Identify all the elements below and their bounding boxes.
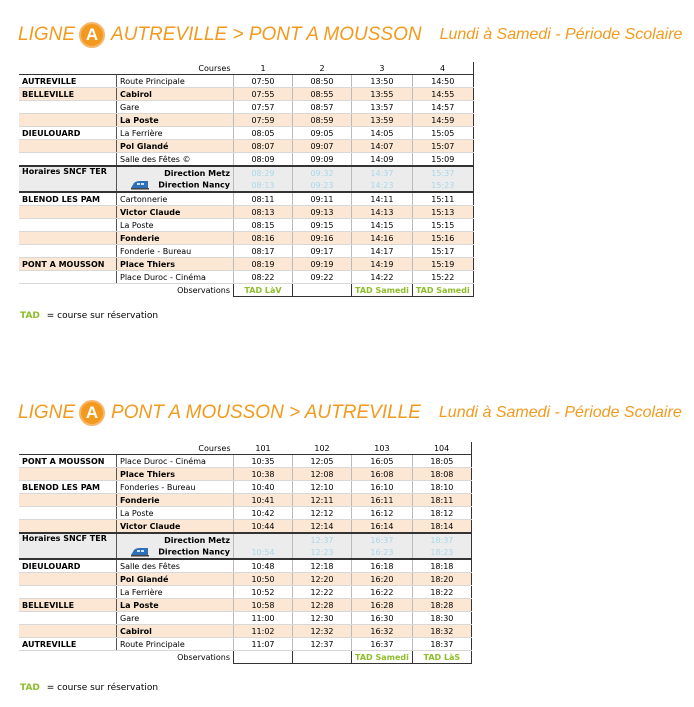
departure-time: 15:19 — [412, 258, 473, 271]
course-number: 102 — [293, 442, 352, 455]
direction-metz-label: Direction Metz — [164, 168, 230, 178]
departure-time: 18:30 — [412, 612, 471, 625]
departure-time: 10:52 — [234, 586, 293, 599]
sncf-time-metz: 14:37 — [352, 166, 413, 179]
departure-time: 12:20 — [293, 573, 352, 586]
train-icon — [130, 180, 150, 190]
stop-name: Place Thiers — [117, 468, 234, 481]
sncf-label: Horaires SNCF TER — [19, 166, 117, 192]
departure-time: 15:15 — [412, 219, 473, 232]
line-badge-icon: A — [79, 400, 105, 426]
departure-time: 12:22 — [293, 586, 352, 599]
departure-time: 14:50 — [412, 75, 473, 88]
town-name — [19, 271, 117, 284]
route-title: AUTREVILLE > PONT A MOUSSON — [111, 24, 422, 45]
departure-time: 10:40 — [234, 481, 293, 494]
departure-time: 14:13 — [352, 206, 413, 219]
table-row — [19, 219, 473, 232]
departure-time: 14:19 — [352, 258, 413, 271]
town-name — [19, 520, 117, 534]
sncf-row-metz — [19, 533, 471, 546]
departure-time: 07:55 — [234, 88, 293, 101]
departure-time: 08:22 — [234, 271, 293, 284]
route-title: PONT A MOUSSON > AUTREVILLE — [111, 402, 421, 423]
stop-name: Fonderie — [117, 232, 234, 245]
course-number: 104 — [412, 442, 471, 455]
line-label: LIGNE — [18, 24, 76, 45]
timetable-1-title — [18, 22, 682, 48]
departure-time: 09:22 — [293, 271, 352, 284]
departure-time: 12:37 — [293, 638, 352, 651]
departure-time: 18:22 — [412, 586, 471, 599]
legend-key: TAD — [20, 683, 40, 693]
course-number: 2 — [293, 62, 352, 75]
observations-row — [19, 284, 473, 297]
departure-time: 16:12 — [352, 507, 413, 520]
departure-time: 16:08 — [352, 468, 413, 481]
departure-time: 13:57 — [352, 101, 413, 114]
timetable-2 — [19, 442, 472, 664]
town-name — [19, 101, 117, 114]
departure-time: 09:07 — [293, 140, 352, 153]
departure-time: 12:08 — [293, 468, 352, 481]
departure-time: 08:07 — [234, 140, 293, 153]
course-number: 4 — [412, 62, 473, 75]
courses-label: Courses — [117, 442, 234, 455]
departure-time: 16:30 — [352, 612, 413, 625]
table-row — [19, 192, 473, 206]
sncf-time-metz: 09:32 — [293, 166, 352, 179]
table-row — [19, 494, 471, 507]
table-row — [19, 206, 473, 219]
departure-time: 12:30 — [293, 612, 352, 625]
departure-time: 11:00 — [234, 612, 293, 625]
observation-cell: TAD Samedi — [352, 284, 413, 297]
sncf-row-metz — [19, 166, 473, 179]
departure-time: 10:50 — [234, 573, 293, 586]
table-row — [19, 507, 471, 520]
stop-name: La Poste — [117, 599, 234, 612]
observation-cell: TAD LàS — [412, 651, 471, 664]
table-row — [19, 88, 473, 101]
observation-cell — [293, 284, 352, 297]
departure-time: 08:19 — [234, 258, 293, 271]
direction-nancy-label: Direction Nancy — [158, 180, 230, 190]
departure-time: 10:41 — [234, 494, 293, 507]
stop-name: Route Principale — [117, 75, 234, 88]
departure-time: 09:19 — [293, 258, 352, 271]
observations-row — [19, 651, 471, 664]
departure-time: 10:38 — [234, 468, 293, 481]
town-name: DIEULOUARD — [19, 127, 117, 140]
departure-time: 14:07 — [352, 140, 413, 153]
departure-time: 15:09 — [412, 153, 473, 167]
departure-time: 15:16 — [412, 232, 473, 245]
departure-time: 15:22 — [412, 271, 473, 284]
departure-time: 18:08 — [412, 468, 471, 481]
observations-label: Observations — [117, 284, 234, 297]
stop-name: Place Duroc - Cinéma — [117, 455, 234, 468]
table-row — [19, 101, 473, 114]
town-name — [19, 494, 117, 507]
stop-name: La Ferrière — [117, 586, 234, 599]
table-row — [19, 559, 471, 573]
departure-time: 09:15 — [293, 219, 352, 232]
direction-nancy — [117, 546, 234, 559]
town-name — [19, 468, 117, 481]
town-name: BLENOD LES PAM — [19, 192, 117, 206]
town-name — [19, 507, 117, 520]
table-row — [19, 612, 471, 625]
line-label: LIGNE — [18, 402, 76, 423]
departure-time: 10:58 — [234, 599, 293, 612]
stop-name: Pol Glandé — [117, 573, 234, 586]
departure-time: 14:55 — [412, 88, 473, 101]
table-row — [19, 481, 471, 494]
stop-name: Cabirol — [117, 625, 234, 638]
stop-name: Fonderies - Bureau — [117, 481, 234, 494]
departure-time: 13:55 — [352, 88, 413, 101]
legend-text: = course sur réservation — [46, 311, 159, 321]
departure-time: 16:14 — [352, 520, 413, 534]
departure-time: 14:16 — [352, 232, 413, 245]
town-name: BELLEVILLE — [19, 88, 117, 101]
stop-name: Place Thiers — [117, 258, 234, 271]
departure-time: 08:13 — [234, 206, 293, 219]
courses-header-row — [19, 442, 471, 455]
departure-time: 09:16 — [293, 232, 352, 245]
courses-header-row — [19, 62, 473, 75]
departure-time: 08:55 — [293, 88, 352, 101]
line-badge-icon: A — [79, 22, 105, 48]
departure-time: 07:50 — [234, 75, 293, 88]
stop-name: Pol Glandé — [117, 140, 234, 153]
course-number: 103 — [352, 442, 413, 455]
stop-name: Gare — [117, 612, 234, 625]
sncf-time-metz: 15:37 — [412, 166, 473, 179]
departure-time: 09:13 — [293, 206, 352, 219]
departure-time: 15:13 — [412, 206, 473, 219]
stop-name: La Ferrière — [117, 127, 234, 140]
departure-time: 12:14 — [293, 520, 352, 534]
departure-time: 16:20 — [352, 573, 413, 586]
stop-name: La Poste — [117, 219, 234, 232]
town-name: BELLEVILLE — [19, 599, 117, 612]
sncf-time-nancy: 14:23 — [352, 179, 413, 192]
stop-name: La Poste — [117, 507, 234, 520]
sncf-time-nancy: 12:23 — [293, 546, 352, 559]
departure-time: 18:20 — [412, 573, 471, 586]
departure-time: 18:12 — [412, 507, 471, 520]
stop-name: Victor Claude — [117, 520, 234, 534]
departure-time: 15:11 — [412, 192, 473, 206]
departure-time: 12:32 — [293, 625, 352, 638]
timetable-2-title — [18, 400, 682, 426]
table-row — [19, 586, 471, 599]
departure-time: 18:28 — [412, 599, 471, 612]
table-row — [19, 468, 471, 481]
table-row — [19, 153, 473, 167]
train-icon — [130, 547, 150, 557]
timetable-1-legend — [20, 311, 158, 321]
stop-name: Cabirol — [117, 88, 234, 101]
departure-time: 15:07 — [412, 140, 473, 153]
sncf-time-nancy: 10:54 — [234, 546, 293, 559]
direction-nancy — [117, 179, 234, 192]
stop-name: Salle des Fêtes © — [117, 153, 234, 167]
town-name — [19, 114, 117, 127]
town-name: AUTREVILLE — [19, 638, 117, 651]
town-name: PONT A MOUSSON — [19, 455, 117, 468]
town-name — [19, 573, 117, 586]
departure-time: 07:59 — [234, 114, 293, 127]
departure-time: 14:22 — [352, 271, 413, 284]
departure-time: 16:37 — [352, 638, 413, 651]
sncf-time-metz — [234, 533, 293, 546]
town-name — [19, 219, 117, 232]
period-label: Lundi à Samedi - Période Scolaire — [439, 26, 683, 43]
departure-time: 14:59 — [412, 114, 473, 127]
departure-time: 15:17 — [412, 245, 473, 258]
sncf-time-nancy: 15:23 — [412, 179, 473, 192]
sncf-label: Horaires SNCF TER — [19, 533, 117, 559]
departure-time: 16:18 — [352, 559, 413, 573]
header-blank — [19, 62, 117, 75]
departure-time: 12:11 — [293, 494, 352, 507]
departure-time: 14:15 — [352, 219, 413, 232]
departure-time: 18:37 — [412, 638, 471, 651]
town-name: PONT A MOUSSON — [19, 258, 117, 271]
departure-time: 09:09 — [293, 153, 352, 167]
header-blank — [19, 442, 117, 455]
departure-time: 08:11 — [234, 192, 293, 206]
observation-cell: TAD Samedi — [352, 651, 413, 664]
departure-time: 08:09 — [234, 153, 293, 167]
departure-time: 18:11 — [412, 494, 471, 507]
table-row — [19, 245, 473, 258]
town-name: DIEULOUARD — [19, 559, 117, 573]
observations-blank — [19, 284, 117, 297]
observation-cell — [234, 651, 293, 664]
table-row — [19, 258, 473, 271]
departure-time: 16:05 — [352, 455, 413, 468]
courses-label: Courses — [117, 62, 234, 75]
departure-time: 16:11 — [352, 494, 413, 507]
sncf-time-metz: 12:37 — [293, 533, 352, 546]
legend-key: TAD — [20, 311, 40, 321]
departure-time: 18:05 — [412, 455, 471, 468]
departure-time: 14:17 — [352, 245, 413, 258]
observation-cell: TAD Samedi — [412, 284, 473, 297]
table-row — [19, 520, 471, 534]
sncf-time-nancy: 16:23 — [352, 546, 413, 559]
departure-time: 18:32 — [412, 625, 471, 638]
stop-name: Salle des Fêtes — [117, 559, 234, 573]
sncf-time-metz: 16:37 — [352, 533, 413, 546]
table-row — [19, 127, 473, 140]
departure-time: 08:17 — [234, 245, 293, 258]
departure-time: 09:17 — [293, 245, 352, 258]
sncf-time-metz: 08:29 — [234, 166, 293, 179]
departure-time: 09:11 — [293, 192, 352, 206]
departure-time: 12:10 — [293, 481, 352, 494]
town-name — [19, 232, 117, 245]
departure-time: 16:28 — [352, 599, 413, 612]
table-row — [19, 573, 471, 586]
departure-time: 08:59 — [293, 114, 352, 127]
direction-metz — [117, 533, 234, 546]
departure-time: 12:18 — [293, 559, 352, 573]
stop-name: La Poste — [117, 114, 234, 127]
departure-time: 10:44 — [234, 520, 293, 534]
departure-time: 09:05 — [293, 127, 352, 140]
departure-time: 10:35 — [234, 455, 293, 468]
departure-time: 14:09 — [352, 153, 413, 167]
stop-name: Place Duroc - Cinéma — [117, 271, 234, 284]
table-row — [19, 140, 473, 153]
town-name — [19, 625, 117, 638]
table-row — [19, 625, 471, 638]
stop-name: Gare — [117, 101, 234, 114]
direction-metz-label: Direction Metz — [164, 535, 230, 545]
sncf-time-nancy: 09:23 — [293, 179, 352, 192]
table-row — [19, 599, 471, 612]
town-name: AUTREVILLE — [19, 75, 117, 88]
departure-time: 11:07 — [234, 638, 293, 651]
departure-time: 16:22 — [352, 586, 413, 599]
departure-time: 08:16 — [234, 232, 293, 245]
departure-time: 13:59 — [352, 114, 413, 127]
table-row — [19, 232, 473, 245]
sncf-time-metz: 18:37 — [412, 533, 471, 546]
departure-time: 16:10 — [352, 481, 413, 494]
departure-time: 14:57 — [412, 101, 473, 114]
course-number: 1 — [234, 62, 293, 75]
table-row — [19, 75, 473, 88]
town-name — [19, 153, 117, 167]
departure-time: 15:05 — [412, 127, 473, 140]
course-number: 3 — [352, 62, 413, 75]
table-row — [19, 638, 471, 651]
observation-cell: TAD LàV — [234, 284, 293, 297]
timetable-2-legend — [20, 683, 158, 693]
town-name: BLENOD LES PAM — [19, 481, 117, 494]
stop-name: Fonderie - Bureau — [117, 245, 234, 258]
town-name — [19, 586, 117, 599]
direction-nancy-label: Direction Nancy — [158, 547, 230, 557]
departure-time: 14:11 — [352, 192, 413, 206]
stop-name: Route Principale — [117, 638, 234, 651]
departure-time: 08:15 — [234, 219, 293, 232]
sncf-time-nancy: 08:13 — [234, 179, 293, 192]
town-name — [19, 206, 117, 219]
observations-blank — [19, 651, 117, 664]
departure-time: 10:48 — [234, 559, 293, 573]
stop-name: Fonderie — [117, 494, 234, 507]
town-name — [19, 245, 117, 258]
direction-metz — [117, 166, 234, 179]
departure-time: 10:42 — [234, 507, 293, 520]
period-label: Lundi à Samedi - Période Scolaire — [438, 404, 682, 421]
course-number: 101 — [234, 442, 293, 455]
departure-time: 16:32 — [352, 625, 413, 638]
departure-time: 08:50 — [293, 75, 352, 88]
departure-time: 18:14 — [412, 520, 471, 534]
departure-time: 12:05 — [293, 455, 352, 468]
departure-time: 13:50 — [352, 75, 413, 88]
stop-name: Victor Claude — [117, 206, 234, 219]
departure-time: 12:28 — [293, 599, 352, 612]
departure-time: 12:12 — [293, 507, 352, 520]
departure-time: 18:10 — [412, 481, 471, 494]
sncf-time-nancy: 18:23 — [412, 546, 471, 559]
departure-time: 08:05 — [234, 127, 293, 140]
town-name — [19, 612, 117, 625]
observations-label: Observations — [117, 651, 234, 664]
town-name — [19, 140, 117, 153]
timetable-1 — [19, 62, 474, 297]
stop-name: Cartonnerie — [117, 192, 234, 206]
table-row — [19, 455, 471, 468]
departure-time: 07:57 — [234, 101, 293, 114]
table-row — [19, 271, 473, 284]
departure-time: 14:05 — [352, 127, 413, 140]
departure-time: 08:57 — [293, 101, 352, 114]
observation-cell — [293, 651, 352, 664]
legend-text: = course sur réservation — [46, 683, 159, 693]
table-row — [19, 114, 473, 127]
departure-time: 11:02 — [234, 625, 293, 638]
departure-time: 18:18 — [412, 559, 471, 573]
